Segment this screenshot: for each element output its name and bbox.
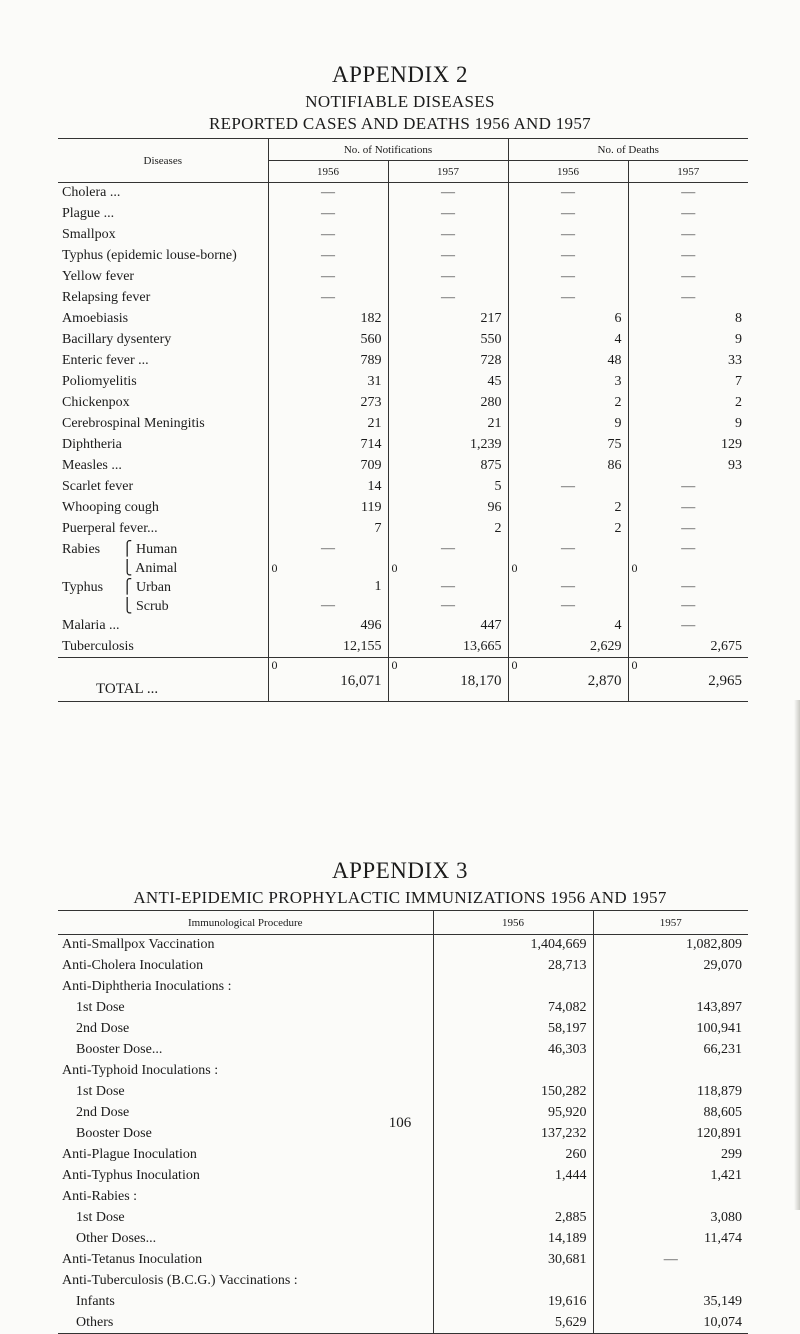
procedure-name: 2nd Dose <box>76 1021 130 1036</box>
table-row <box>58 998 748 1019</box>
value-cell: 0 <box>508 559 628 578</box>
value-cell: 260 <box>433 1145 593 1166</box>
total-value: 16,071 <box>340 673 382 689</box>
table-row <box>58 597 748 616</box>
typhus-sublabel: Scrub <box>136 598 169 614</box>
table-row <box>58 1145 748 1166</box>
value-cell: 33 <box>628 351 748 372</box>
table-row <box>58 1082 748 1103</box>
value-cell: — <box>628 267 748 288</box>
value-cell: — <box>508 204 628 225</box>
value-cell: 118,879 <box>593 1082 748 1103</box>
value-cell: — <box>388 183 508 204</box>
table-row <box>58 183 748 204</box>
table-row <box>58 540 748 559</box>
value-cell: 143,897 <box>593 998 748 1019</box>
value-cell <box>433 1061 593 1082</box>
value-cell: — <box>388 288 508 309</box>
total-cell <box>508 658 628 702</box>
value-cell: 7 <box>268 519 388 540</box>
appendix3-subtitle: ANTI-EPIDEMIC PROPHYLACTIC IMMUNIZATIONS 1956 AND 1957 <box>133 888 667 907</box>
table-row <box>58 637 748 658</box>
procedure-name: Anti-Diphtheria Inoculations : <box>62 979 232 994</box>
value-cell: 2 <box>628 393 748 414</box>
total-cell <box>268 658 388 702</box>
value-cell: 58,197 <box>433 1019 593 1040</box>
value-cell: — <box>628 477 748 498</box>
value-cell: 273 <box>268 393 388 414</box>
value-cell: 3 <box>508 372 628 393</box>
procedure-name: Anti-Typhoid Inoculations : <box>62 1063 219 1078</box>
table-row <box>58 1292 748 1313</box>
value-cell: 21 <box>268 414 388 435</box>
value-cell: 4 <box>508 616 628 637</box>
page-number: 106 <box>388 1115 412 1131</box>
total-value: 18,170 <box>460 673 502 689</box>
value-cell: 3,080 <box>593 1208 748 1229</box>
value-cell: 2 <box>508 519 628 540</box>
disease-name: Bacillary dysentery <box>62 332 172 347</box>
value-cell: 12,155 <box>268 637 388 658</box>
table-row <box>58 246 748 267</box>
total-zero: 0 <box>631 658 638 672</box>
typhus-label-cell <box>58 578 268 597</box>
table-row <box>58 288 748 309</box>
value-cell: 4 <box>508 330 628 351</box>
value-cell: 1,082,809 <box>593 935 748 956</box>
table-row <box>58 1313 748 1334</box>
value-cell <box>593 1187 748 1208</box>
procedure-name: Anti-Tuberculosis (B.C.G.) Vaccinations : <box>62 1273 298 1288</box>
value-cell: 48 <box>508 351 628 372</box>
value-cell: 0 <box>268 559 388 578</box>
col-deaths: No. of Deaths <box>508 139 748 161</box>
total-zero: 0 <box>271 658 278 672</box>
procedure-name: Anti-Smallpox Vaccination <box>62 937 215 953</box>
disease-name: Scarlet fever <box>62 479 134 494</box>
table-row <box>58 330 748 351</box>
disease-name: Diphtheria <box>62 437 122 452</box>
value-cell: 35,149 <box>593 1292 748 1313</box>
value-cell <box>593 977 748 998</box>
total-cell <box>388 658 508 702</box>
table-row <box>58 267 748 288</box>
value-cell: 100,941 <box>593 1019 748 1040</box>
procedure-name: Anti-Rabies : <box>62 1189 138 1204</box>
rabies-label: Rabies <box>62 541 101 557</box>
disease-name: Measles ... <box>62 458 122 473</box>
table-row <box>58 1229 748 1250</box>
value-cell: 217 <box>388 309 508 330</box>
value-cell: 137,232 <box>433 1124 593 1145</box>
value-cell: 13,665 <box>388 637 508 658</box>
value-cell: 0 <box>388 559 508 578</box>
value-cell: 30,681 <box>433 1250 593 1271</box>
year-header: 1956 <box>268 161 388 183</box>
value-cell: 9 <box>628 330 748 351</box>
procedure-name: Anti-Plague Inoculation <box>62 1147 197 1162</box>
year-header: 1957 <box>388 161 508 183</box>
brace-icon: ⎧ <box>122 579 136 595</box>
typhus-label-cell <box>58 597 268 616</box>
disease-name: Amoebiasis <box>62 311 129 326</box>
value-cell: — <box>268 597 388 616</box>
table-row <box>58 1271 748 1292</box>
value-cell: 66,231 <box>593 1040 748 1061</box>
col-procedure: Immunological Procedure <box>187 916 303 929</box>
procedure-name: Anti-Cholera Inoculation <box>62 958 204 973</box>
value-cell: 299 <box>593 1145 748 1166</box>
table-row <box>58 351 748 372</box>
value-cell <box>593 1271 748 1292</box>
procedure-name: 2nd Dose <box>76 1105 130 1120</box>
total-value: 2,870 <box>587 673 622 689</box>
value-cell: 714 <box>268 435 388 456</box>
procedure-name: Infants <box>76 1294 115 1309</box>
table-row <box>58 1040 748 1061</box>
value-cell: 29,070 <box>593 956 748 977</box>
value-cell: — <box>628 183 748 204</box>
value-cell: 120,891 <box>593 1124 748 1145</box>
disease-name: Typhus (epidemic louse-borne) <box>62 248 237 263</box>
disease-name: Plague ... <box>62 206 115 221</box>
table-row <box>58 1061 748 1082</box>
total-row <box>58 658 748 702</box>
value-cell: — <box>388 225 508 246</box>
value-cell: 496 <box>268 616 388 637</box>
value-cell: 8 <box>628 309 748 330</box>
value-cell: 11,474 <box>593 1229 748 1250</box>
typhus-label: Typhus <box>62 579 104 595</box>
rabies-sublabel: Human <box>136 541 178 557</box>
table-row <box>58 1250 748 1271</box>
value-cell: — <box>628 204 748 225</box>
disease-name: Poliomyelitis <box>62 374 137 389</box>
table-row <box>58 477 748 498</box>
table-row <box>58 956 748 977</box>
table-row <box>58 1208 748 1229</box>
value-cell: 74,082 <box>433 998 593 1019</box>
value-cell: — <box>508 288 628 309</box>
total-zero: 0 <box>391 658 398 672</box>
year-header: 1956 <box>508 161 628 183</box>
procedure-name: 1st Dose <box>76 1210 125 1225</box>
value-cell: 9 <box>628 414 748 435</box>
table-row <box>58 578 748 597</box>
value-cell: — <box>268 267 388 288</box>
value-cell: — <box>628 597 748 616</box>
value-cell: 5,629 <box>433 1313 593 1334</box>
rabies-label-cell <box>58 559 268 578</box>
value-cell: 14,189 <box>433 1229 593 1250</box>
table-row <box>58 372 748 393</box>
disease-name: Cerebrospinal Meningitis <box>62 416 205 431</box>
procedure-name: 1st Dose <box>76 1084 125 1099</box>
value-cell: — <box>268 540 388 559</box>
disease-name: Puerperal fever... <box>62 521 158 536</box>
year-header: 1956 <box>433 911 593 935</box>
value-cell <box>433 977 593 998</box>
value-cell: 550 <box>388 330 508 351</box>
typhus-sublabel: Urban <box>136 579 171 595</box>
procedure-name: 1st Dose <box>76 1000 125 1015</box>
value-cell: 182 <box>268 309 388 330</box>
table-row <box>58 435 748 456</box>
value-cell: 2 <box>508 498 628 519</box>
value-cell: — <box>628 540 748 559</box>
table-row <box>58 616 748 637</box>
value-cell: — <box>268 288 388 309</box>
value-cell: 709 <box>268 456 388 477</box>
value-cell: 31 <box>268 372 388 393</box>
value-cell: — <box>388 246 508 267</box>
value-cell: 95,920 <box>433 1103 593 1124</box>
procedure-name: Anti-Typhus Inoculation <box>62 1168 200 1183</box>
value-cell: — <box>268 246 388 267</box>
disease-name: Smallpox <box>62 227 116 242</box>
procedure-name: Booster Dose <box>76 1126 152 1141</box>
value-cell: — <box>268 225 388 246</box>
value-cell: 2 <box>508 393 628 414</box>
table-row <box>58 519 748 540</box>
value-cell: 88,605 <box>593 1103 748 1124</box>
table-row <box>58 977 748 998</box>
brace-icon: ⎩ <box>122 560 136 576</box>
total-label: TOTAL ... <box>96 681 159 697</box>
value-cell: 6 <box>508 309 628 330</box>
table-row <box>58 559 748 578</box>
value-cell: 0 <box>628 559 748 578</box>
value-cell: 21 <box>388 414 508 435</box>
procedure-name: Booster Dose... <box>76 1042 163 1057</box>
table-row <box>58 498 748 519</box>
value-cell: — <box>508 225 628 246</box>
procedure-name: Others <box>76 1314 114 1330</box>
table-row <box>58 1166 748 1187</box>
disease-name: Cholera ... <box>62 185 121 201</box>
value-cell: 119 <box>268 498 388 519</box>
disease-name: Malaria ... <box>62 618 120 633</box>
value-cell: — <box>593 1250 748 1271</box>
value-cell: — <box>268 204 388 225</box>
value-cell: 560 <box>268 330 388 351</box>
brace-icon: ⎩ <box>122 598 136 614</box>
disease-name: Relapsing fever <box>62 290 151 305</box>
disease-name: Whooping cough <box>62 500 159 515</box>
disease-name: Chickenpox <box>62 395 130 410</box>
table-row <box>58 393 748 414</box>
value-cell: 75 <box>508 435 628 456</box>
value-cell: 1,239 <box>388 435 508 456</box>
value-cell: 9 <box>508 414 628 435</box>
value-cell: 46,303 <box>433 1040 593 1061</box>
value-cell: 93 <box>628 456 748 477</box>
value-cell: 150,282 <box>433 1082 593 1103</box>
table-row <box>58 1187 748 1208</box>
rabies-label-cell <box>58 540 268 559</box>
year-header: 1957 <box>628 161 748 183</box>
appendix3-title: APPENDIX 3 <box>332 858 468 883</box>
col-notifications: No. of Notifications <box>268 139 508 161</box>
table-row <box>58 456 748 477</box>
value-cell: 5 <box>388 477 508 498</box>
value-cell: 129 <box>628 435 748 456</box>
procedure-name: Other Doses... <box>76 1231 157 1246</box>
value-cell: 1,444 <box>433 1166 593 1187</box>
value-cell: — <box>628 288 748 309</box>
value-cell <box>593 1061 748 1082</box>
value-cell: — <box>628 616 748 637</box>
disease-name: Enteric fever ... <box>62 353 149 368</box>
value-cell: 10,074 <box>593 1313 748 1334</box>
procedure-name: Anti-Tetanus Inoculation <box>62 1252 203 1267</box>
table-row <box>58 204 748 225</box>
value-cell: 875 <box>388 456 508 477</box>
value-cell: — <box>628 246 748 267</box>
value-cell: 2,885 <box>433 1208 593 1229</box>
value-cell <box>433 1271 593 1292</box>
table-row <box>58 309 748 330</box>
diseases-body <box>58 183 748 702</box>
value-cell: — <box>508 540 628 559</box>
total-cell <box>628 658 748 702</box>
value-cell: 280 <box>388 393 508 414</box>
col-diseases: Diseases <box>58 139 268 183</box>
disease-name: Tuberculosis <box>62 638 134 654</box>
year-header: 1957 <box>593 911 748 935</box>
value-cell: 45 <box>388 372 508 393</box>
table-row <box>58 225 748 246</box>
table-row <box>58 414 748 435</box>
value-cell: — <box>508 267 628 288</box>
appendix2-subtitle: NOTIFIABLE DISEASES <box>305 92 495 111</box>
appendix2-subtitle-2: REPORTED CASES AND DEATHS 1956 AND 1957 <box>209 114 591 133</box>
value-cell: — <box>628 498 748 519</box>
value-cell <box>433 1187 593 1208</box>
value-cell: — <box>628 225 748 246</box>
value-cell: 728 <box>388 351 508 372</box>
value-cell: 7 <box>628 372 748 393</box>
total-zero: 0 <box>511 658 518 672</box>
value-cell: 28,713 <box>433 956 593 977</box>
immunizations-body <box>58 935 748 1334</box>
value-cell: 86 <box>508 456 628 477</box>
value-cell: — <box>508 246 628 267</box>
value-cell: 2 <box>388 519 508 540</box>
brace-icon: ⎧ <box>122 541 136 557</box>
page-edge-shadow <box>794 700 800 1210</box>
value-cell: — <box>268 183 388 204</box>
value-cell: — <box>388 540 508 559</box>
value-cell: — <box>508 578 628 597</box>
value-cell: 789 <box>268 351 388 372</box>
table-row <box>58 935 748 956</box>
value-cell: — <box>508 183 628 204</box>
value-cell: 2,629 <box>508 637 628 658</box>
value-cell: 1,404,669 <box>433 935 593 956</box>
value-cell: — <box>628 519 748 540</box>
value-cell: — <box>388 578 508 597</box>
appendix2-title: APPENDIX 2 <box>332 62 468 87</box>
value-cell: — <box>628 578 748 597</box>
value-cell: 14 <box>268 477 388 498</box>
notifiable-diseases-table <box>58 138 748 702</box>
value-cell: — <box>388 204 508 225</box>
value-cell: 19,616 <box>433 1292 593 1313</box>
value-cell: 1,421 <box>593 1166 748 1187</box>
value-cell: 2,675 <box>628 637 748 658</box>
value-cell: — <box>508 597 628 616</box>
value-cell: 1 <box>268 578 388 597</box>
rabies-sublabel: Animal <box>135 560 178 576</box>
value-cell: — <box>388 267 508 288</box>
disease-name: Yellow fever <box>62 269 135 284</box>
table-row <box>58 1019 748 1040</box>
total-value: 2,965 <box>708 673 742 689</box>
value-cell: 96 <box>388 498 508 519</box>
value-cell: — <box>388 597 508 616</box>
value-cell: 447 <box>388 616 508 637</box>
value-cell: — <box>508 477 628 498</box>
